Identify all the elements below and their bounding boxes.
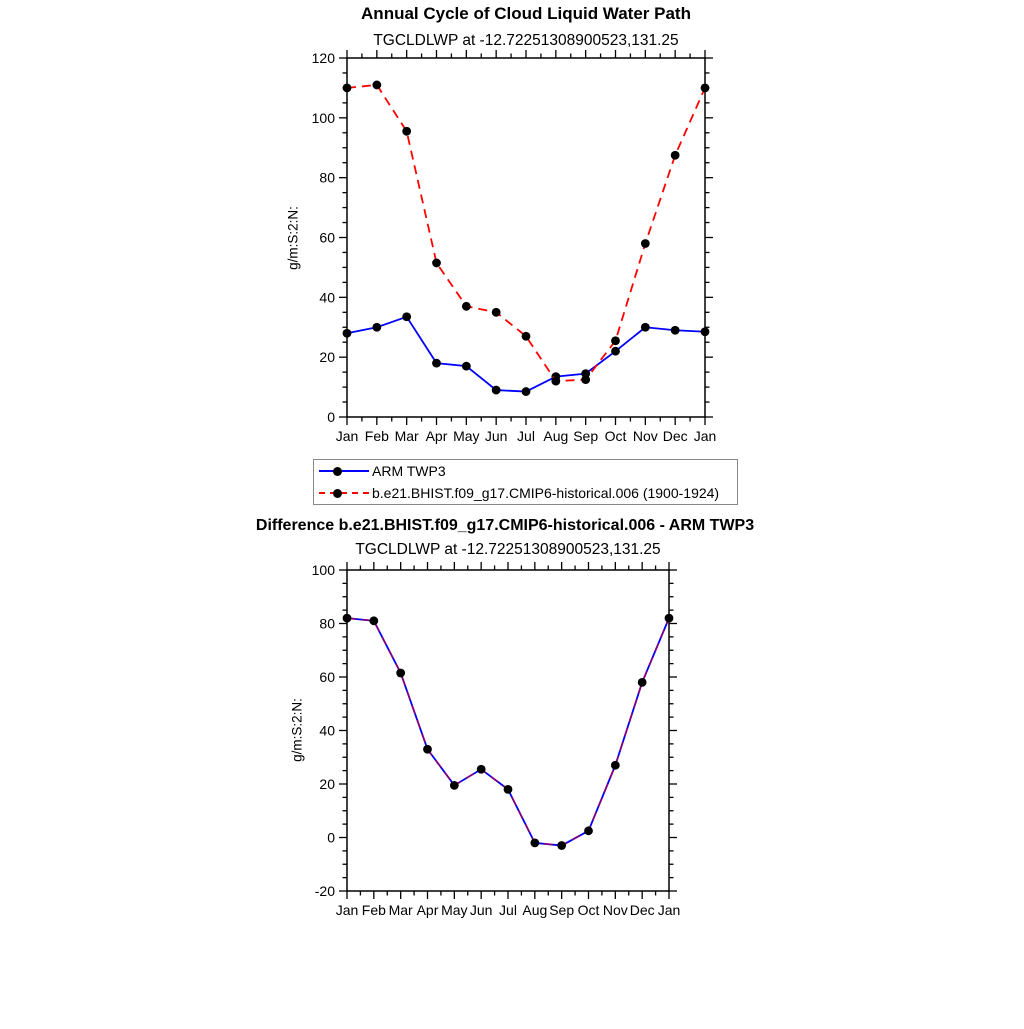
data-point-marker (396, 669, 405, 678)
series-line-overlay (347, 618, 669, 845)
y-tick-label: 40 (319, 289, 335, 306)
data-point-marker (671, 326, 680, 335)
data-point-marker (671, 151, 680, 160)
data-point-marker (369, 616, 378, 625)
data-point-marker (372, 81, 381, 90)
data-point-marker (492, 308, 501, 317)
x-tick-label: Jun (484, 428, 508, 444)
data-point-marker (492, 386, 501, 395)
data-point-marker (402, 127, 411, 136)
data-point-marker (641, 323, 650, 332)
x-tick-label: Jan (335, 902, 359, 918)
x-tick-label: Nov (632, 428, 658, 444)
tick-labels (312, 562, 681, 918)
legend-entry-model (314, 482, 737, 504)
x-tick-label: Feb (361, 902, 386, 918)
data-point-marker (701, 84, 710, 93)
chart2-ylabel: g/m:S:2:N: (289, 698, 305, 762)
x-tick-label: Oct (577, 902, 600, 918)
data-point-marker (462, 362, 471, 371)
legend-label: ARM TWP3 (372, 463, 446, 479)
x-tick-label: Oct (604, 428, 627, 444)
x-tick-label: Jan (335, 428, 359, 444)
chart2-subtitle: TGCLDLWP at -12.72251308900523,131.25 (355, 541, 661, 558)
tick-labels (312, 50, 717, 444)
series-markers (343, 614, 674, 850)
y-tick-label: 0 (327, 409, 335, 425)
legend-entry-arm-twp3 (314, 460, 737, 482)
x-tick-label: Apr (425, 428, 448, 444)
data-point-marker (638, 678, 647, 687)
chart1-title: Annual Cycle of Cloud Liquid Water Path (361, 4, 691, 23)
data-point-marker (557, 841, 566, 850)
legend-marker-dot (333, 467, 342, 476)
data-point-marker (402, 312, 411, 321)
x-tick-label: May (453, 428, 480, 444)
chart2-title: Difference b.e21.BHIST.f09_g17.CMIP6-historical.006 - ARM TWP3 (255, 517, 755, 534)
x-tick-label: Aug (543, 428, 569, 444)
series-markers (343, 312, 710, 396)
data-point-marker (665, 614, 674, 623)
series-line-arm-twp3 (347, 317, 705, 392)
chart1-legend (313, 459, 738, 505)
chart1-subtitle: TGCLDLWP at -12.72251308900523,131.25 (373, 32, 679, 49)
x-tick-label: Mar (388, 902, 413, 918)
data-point-marker (343, 614, 352, 623)
series-line-difference (347, 618, 669, 845)
legend-dashed-line-sample (319, 492, 369, 494)
data-point-marker (611, 347, 620, 356)
chart-1 (312, 562, 681, 918)
x-tick-label: Jul (499, 902, 517, 918)
data-point-marker (581, 375, 590, 384)
x-tick-label: Jun (469, 902, 493, 918)
legend-marker-dot (333, 489, 342, 498)
plot-box (347, 58, 705, 417)
data-point-marker (584, 826, 593, 835)
x-tick-label: Nov (602, 902, 628, 918)
data-point-marker (432, 259, 441, 268)
x-tick-label: Sep (573, 428, 599, 444)
chart-0 (312, 50, 717, 444)
y-tick-label: 120 (311, 50, 335, 66)
y-tick-label: 100 (311, 562, 335, 578)
legend-solid-line-sample (319, 470, 369, 472)
data-point-marker (450, 781, 459, 790)
x-tick-label: Apr (416, 902, 439, 918)
y-tick-label: 20 (319, 776, 335, 792)
y-tick-label: 0 (327, 829, 335, 846)
x-tick-label: Mar (394, 428, 419, 444)
data-point-marker (462, 302, 471, 311)
y-tick-label: 80 (319, 615, 335, 632)
y-tick-label: 60 (319, 229, 335, 246)
x-tick-label: Dec (662, 428, 688, 444)
x-tick-label: Sep (549, 902, 575, 918)
data-point-marker (504, 785, 513, 794)
x-tick-label: Feb (364, 428, 389, 444)
data-point-marker (641, 239, 650, 248)
y-tick-label: 80 (319, 169, 335, 186)
chart1-ylabel: g/m:S:2:N: (285, 206, 301, 270)
y-tick-label: -20 (314, 883, 335, 899)
data-point-marker (343, 329, 352, 338)
series-markers (343, 81, 710, 386)
y-tick-label: 100 (311, 109, 335, 126)
y-tick-label: 40 (319, 722, 335, 739)
x-tick-label: May (441, 902, 468, 918)
x-tick-label: Jan (693, 428, 717, 444)
ticks (339, 50, 713, 425)
legend-label: b.e21.BHIST.f09_g17.CMIP6-historical.006 (1900-1924) (372, 485, 720, 501)
data-point-marker (611, 761, 620, 770)
data-point-marker (372, 323, 381, 332)
data-point-marker (522, 332, 531, 341)
data-point-marker (432, 359, 441, 368)
data-point-marker (477, 765, 486, 774)
y-tick-label: 20 (319, 349, 335, 366)
data-point-marker (423, 745, 432, 754)
data-point-marker (611, 336, 620, 345)
x-tick-label: Jan (657, 902, 681, 918)
data-point-marker (522, 387, 531, 396)
data-point-marker (530, 838, 539, 847)
data-point-marker (551, 377, 560, 386)
plot-box (347, 570, 669, 891)
data-point-marker (701, 327, 710, 336)
x-tick-label: Aug (522, 902, 548, 918)
x-tick-label: Jul (517, 428, 535, 444)
y-tick-label: 60 (319, 669, 335, 685)
x-tick-label: Dec (629, 902, 655, 918)
data-point-marker (343, 84, 352, 93)
